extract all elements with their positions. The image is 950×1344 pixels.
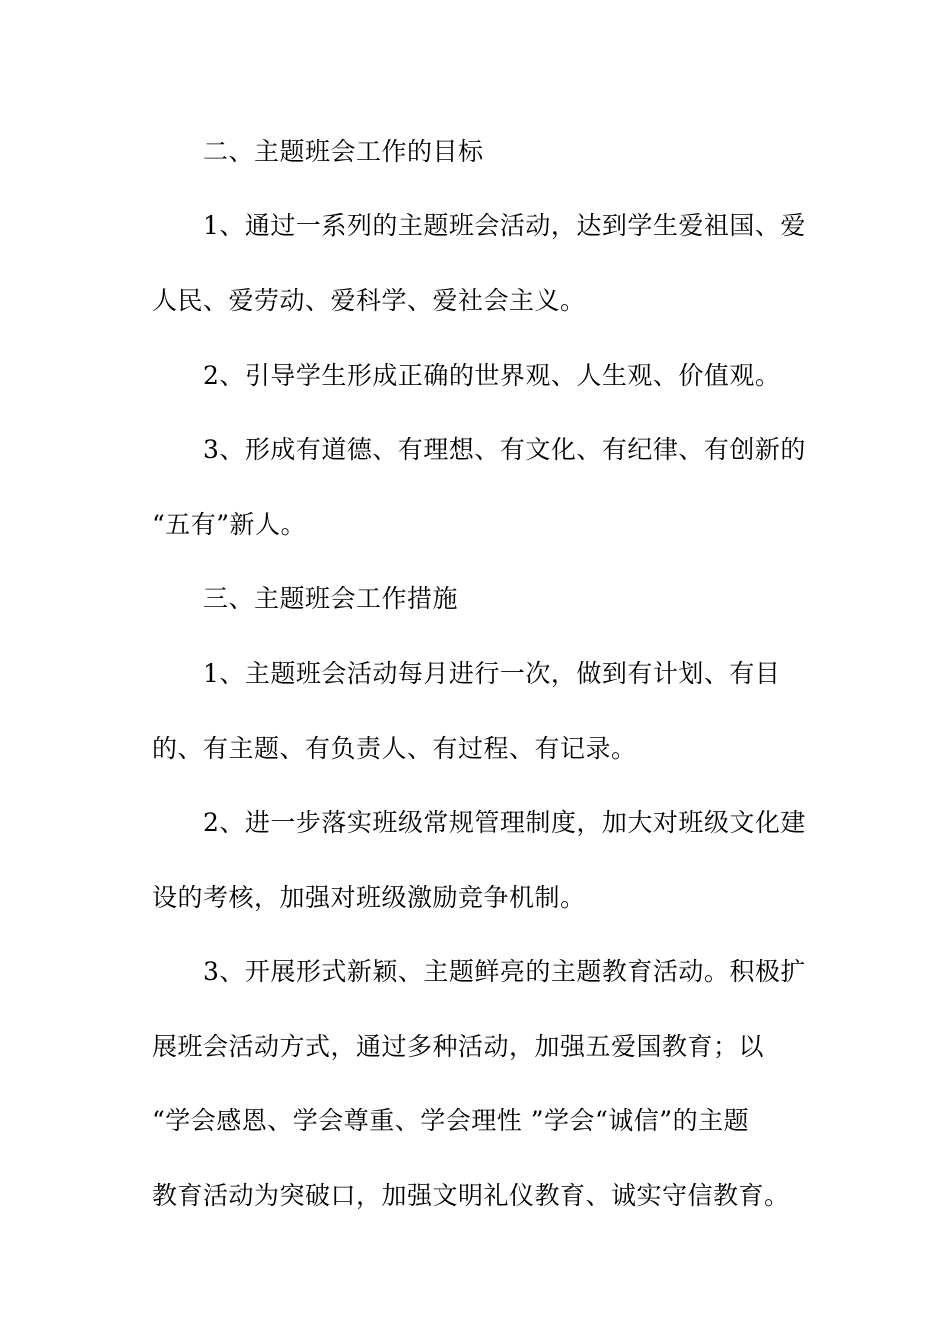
paragraph-line: 2、引导学生形成正确的世界观、人生观、价值观。	[203, 361, 781, 390]
section-heading-measures: 三、主题班会工作措施	[203, 584, 459, 613]
section-heading-goals: 二、主题班会工作的目标	[203, 137, 484, 166]
paragraph-line: 的、有主题、有负责人、有过程、有记录。	[152, 734, 637, 763]
paragraph-line: “学会感恩、学会尊重、学会理性 ”学会“诚信”的主题	[152, 1106, 750, 1135]
paragraph-line: 人民、爱劳动、爱科学、爱社会主义。	[152, 286, 586, 315]
paragraph-line: 3、开展形式新颖、主题鲜亮的主题教育活动。积极扩	[203, 957, 806, 986]
paragraph-line: 设的考核，加强对班级激励竞争机制。	[152, 883, 586, 912]
paragraph-line: 2、进一步落实班级常规管理制度，加大对班级文化建	[203, 808, 806, 837]
paragraph-line: “五有”新人。	[152, 510, 307, 539]
paragraph-line: 展班会活动方式，通过多种活动，加强五爱国教育；以	[152, 1032, 765, 1061]
paragraph-line: 3、形成有道德、有理想、有文化、有纪律、有创新的	[203, 435, 806, 464]
paragraph-line: 1、主题班会活动每月进行一次，做到有计划、有目	[203, 659, 781, 688]
paragraph-line: 教育活动为突破口，加强文明礼仪教育、诚实守信教育。	[152, 1181, 790, 1210]
paragraph-line: 1、通过一系列的主题班会活动，达到学生爱祖国、爱	[203, 211, 806, 240]
